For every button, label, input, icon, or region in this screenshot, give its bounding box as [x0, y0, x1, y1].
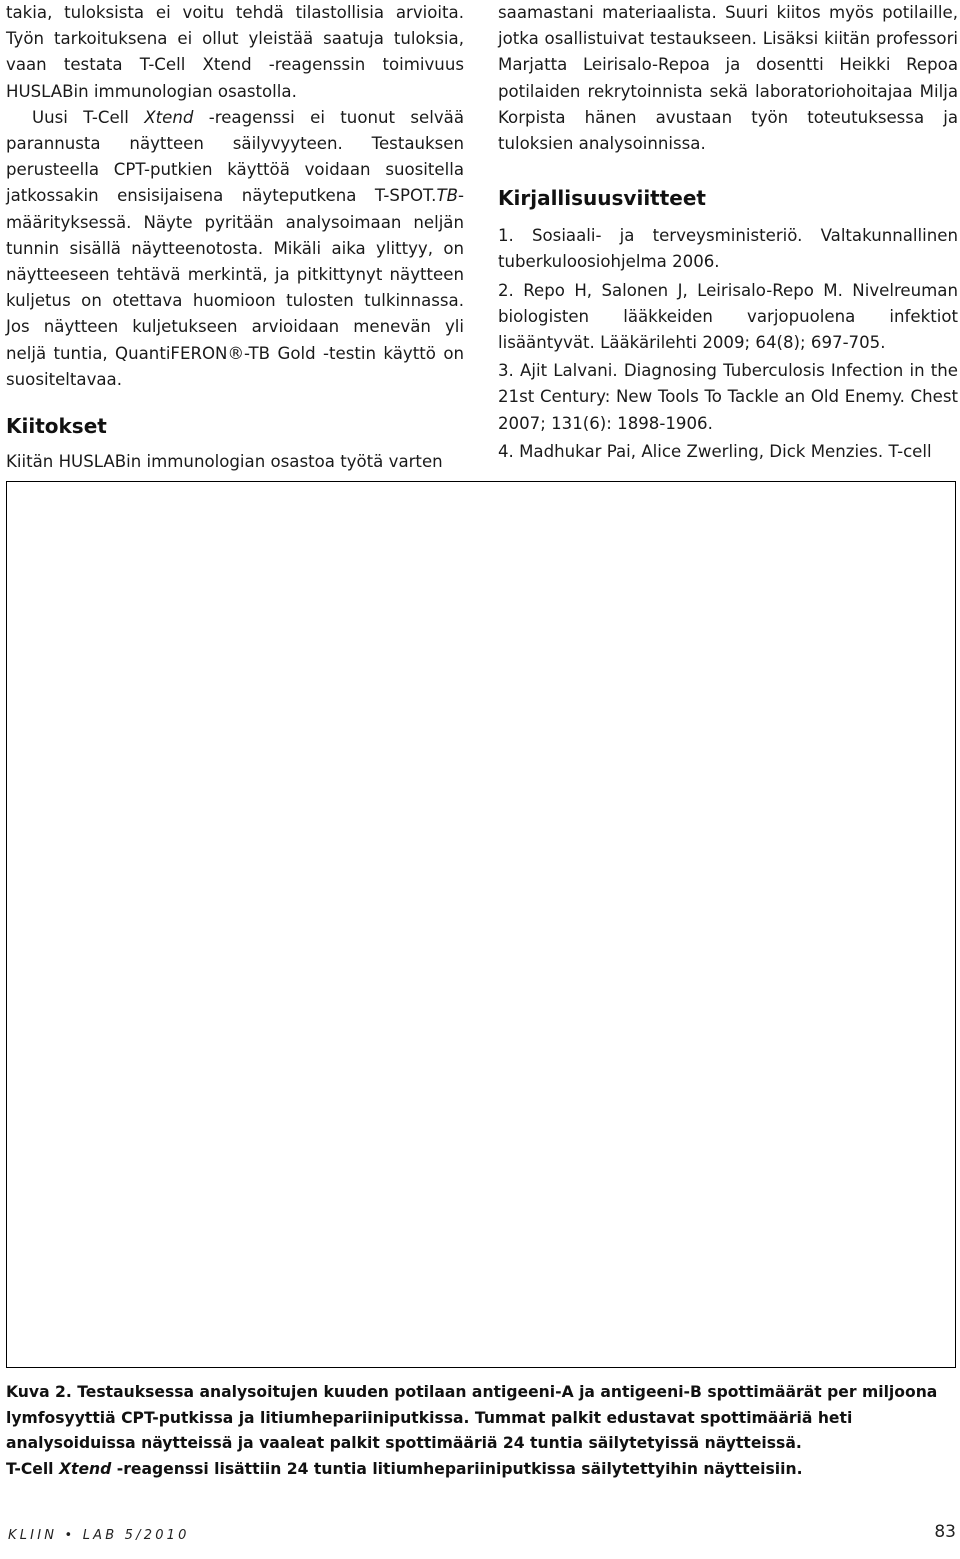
- italic-term-xtend: Xtend: [144, 107, 194, 127]
- paragraph-acknowledgements: Kiitän HUSLABin immunologian osastoa työtä varten: [6, 452, 443, 472]
- text-run: -reagenssi lisättiin 24 tuntia litiumhepariiniputkissa säilytettyihin näytteisiin.: [111, 1459, 803, 1478]
- heading-kirjallisuusviitteet: Kirjallisuusviitteet: [498, 186, 706, 211]
- reference-item: 2. Repo H, Salonen J, Leirisalo-Repo M. Nivelreuman biologisten lääkkeiden varjopuolena infektiot lisääntyvät. Lääkärilehti 2009; 64(8); 697-705.: [498, 280, 958, 353]
- page-number: 83: [934, 1522, 956, 1542]
- left-column: [6, 0, 464, 475]
- text-run: Uusi T-Cell: [32, 107, 145, 127]
- reference-list: [498, 223, 958, 465]
- paragraph-conclusion-main: [6, 105, 464, 393]
- italic-term-xtend: Xtend: [58, 1459, 112, 1478]
- heading-kiitokset: Kiitokset: [6, 414, 107, 439]
- figure-frame: [6, 481, 956, 1368]
- italic-term-tb: TB: [436, 186, 458, 206]
- right-column: [498, 0, 958, 465]
- paragraph-acknowledgements-cont: saamastani materiaalista. Suuri kiitos myös potilaille, jotka osallistuivat testaukseen. Lisäksi kiitän professori Marjatta Leirisalo-Repoa ja dosentti Heikki Repoa potilaiden rekrytoinnista sekä laboratoriohoitajaa Milja Korpista hänen avustaan työn toteutuksessa ja tuloksien analysoinnissa.: [498, 3, 958, 154]
- caption-line-reagent: [6, 1457, 946, 1483]
- figure-caption: [6, 1380, 946, 1482]
- journal-footer: KLIIN • LAB 5/2010: [8, 1528, 190, 1543]
- text-run: -reagenssi ei tuonut selvää parannusta näytteen säilyvyyteen. Testauksen perusteella CPT-putkien käyttöä voidaan suositella jatkossakin ensisijaisena näyteputkena T-SPOT.: [6, 107, 464, 206]
- text-run: T-Cell: [6, 1459, 59, 1478]
- caption-line-main: Kuva 2. Testauksessa analysoitujen kuuden potilaan antigeeni-A ja antigeeni-B spottimäärät per miljoona lymfosyyttiä CPT-putkissa ja litiumhepariiniputkissa. Tummat palkit edustavat spottimääriä heti analysoiduissa näytteissä ja vaaleat palkit spottimääriä 24 tuntia säilytetyissä näytteissä.: [6, 1383, 938, 1453]
- paragraph-conclusion-intro: takia, tuloksista ei voitu tehdä tilastollisia arvioita. Työn tarkoituksena ei ollut yleistää saatuja tuloksia, vaan testata T-Cell Xtend -reagenssin toimivuus HUSLABin immunologian osastolla.: [6, 3, 464, 101]
- reference-item: 3. Ajit Lalvani. Diagnosing Tuberculosis Infection in the 21st Century: New Tools To Tackle an Old Enemy. Chest 2007; 131(6): 1898-1906.: [498, 361, 958, 433]
- reference-item: 4. Madhukar Pai, Alice Zwerling, Dick Menzies. T-cell: [498, 441, 932, 461]
- text-run: -määrityksessä. Näyte pyritään analysoimaan neljän tunnin sisällä näytteenotosta. Mikäli aika ylittyy, on näytteeseen tehtävä merkintä, ja pitkittynyt näytteen kuljetus on otettava huomioon tulosten tulkinnassa. Jos näytteen kuljetukseen arvioidaan menevän yli neljä tuntia, QuantiFERON®-TB Gold -testin käyttö on suositeltavaa.: [6, 186, 464, 389]
- reference-item: 1. Sosiaali- ja terveysministeriö. Valtakunnallinen tuberkuloosiohjelma 2006.: [498, 226, 958, 272]
